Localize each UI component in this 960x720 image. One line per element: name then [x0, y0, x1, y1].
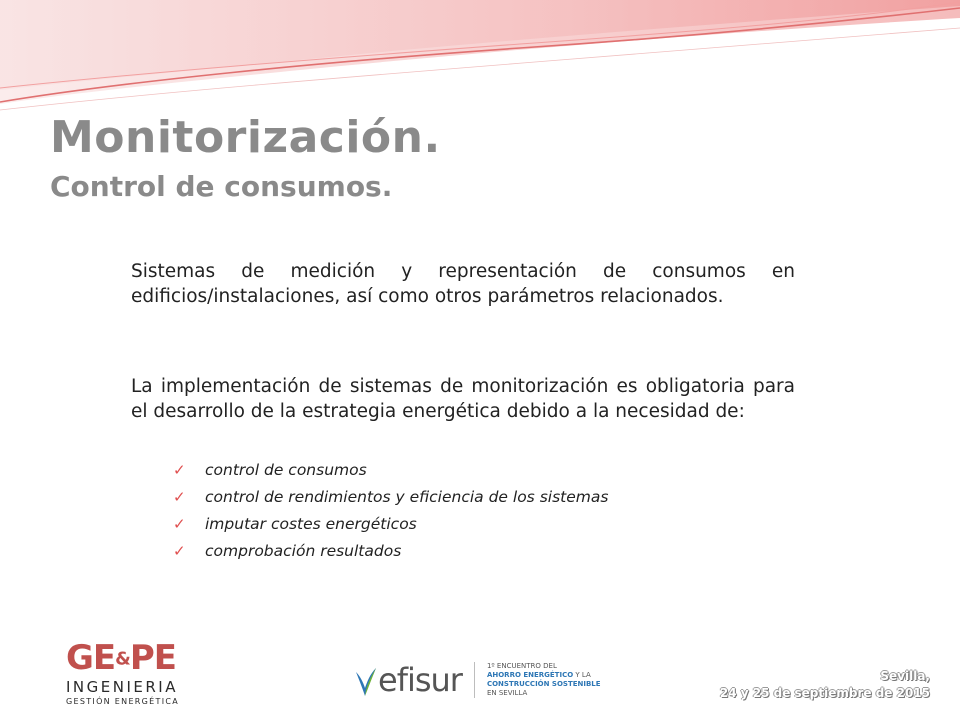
header-swoosh-decoration: [0, 0, 960, 120]
efisur-logo-text: efisur: [378, 661, 462, 699]
list-item: [173, 483, 608, 510]
requirements-list: [173, 456, 608, 564]
gepe-logo-mark: GE&PE: [66, 638, 176, 678]
slide-title: Monitorización.: [50, 112, 441, 163]
list-item-label: control de rendimientos y eficiencia de los sistemas: [205, 487, 609, 506]
gepe-logo-gestion: GESTIÓN ENERGÉTICA: [66, 696, 180, 706]
gepe-ingenieria-logo: [66, 638, 180, 710]
check-icon: ✓: [173, 460, 186, 479]
event-city: Sevilla,: [880, 669, 930, 683]
event-location-date: [720, 668, 930, 702]
check-icon: ✓: [173, 487, 186, 506]
list-item: [173, 510, 608, 537]
check-icon: ✓: [173, 514, 186, 533]
paragraph-description: Sistemas de medición y representación de consumos en edificios/instalaciones, así como otros parámetros relacionados.: [131, 261, 795, 307]
efisur-logo: [352, 660, 601, 700]
leaf-icon: [352, 662, 378, 698]
list-item-label: imputar costes energéticos: [205, 514, 417, 533]
efisur-event-text: 1º ENCUENTRO DEL AHORRO ENERGÉTICO Y LA CONSTRUCCIÓN SOSTENIBLE EN SEVILLA: [486, 662, 601, 697]
list-item: [173, 537, 608, 564]
list-item: [173, 456, 608, 483]
efisur-divider: [474, 662, 475, 698]
slide-subtitle: Control de consumos.: [50, 170, 393, 203]
gepe-logo-ingenieria: INGENIERIA: [66, 677, 178, 696]
check-icon: ✓: [173, 541, 186, 560]
list-item-label: control de consumos: [205, 460, 367, 479]
paragraph-obligation: La implementación de sistemas de monitorización es obligatoria para el desarrollo de la estrategia energética debido a la necesidad de:: [131, 376, 795, 422]
list-item-label: comprobación resultados: [205, 541, 402, 560]
event-date: 24 y 25 de septiembre de 2015: [719, 686, 930, 700]
